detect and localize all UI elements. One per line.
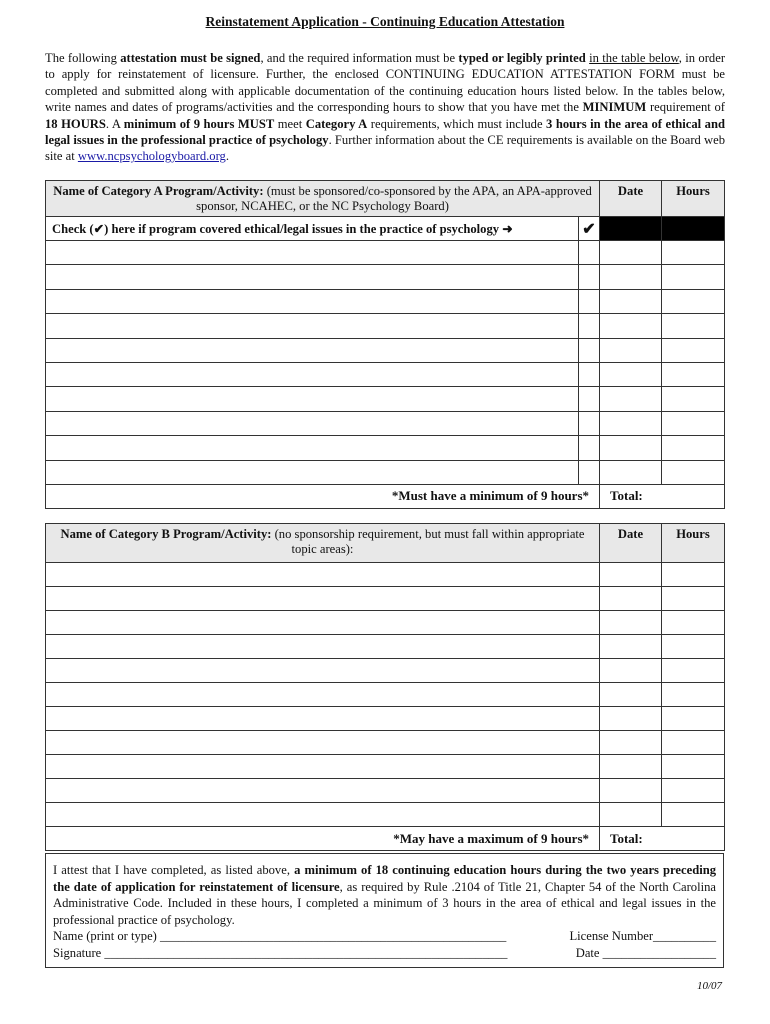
category-b-program-cell[interactable] <box>46 707 600 731</box>
intro-underline: in the table below <box>589 51 679 65</box>
category-a-hours-cell[interactable] <box>662 362 725 386</box>
category-a-row <box>46 289 725 313</box>
intro-bold: typed or legibly printed <box>458 51 586 65</box>
category-a-program-cell[interactable] <box>46 338 579 362</box>
category-b-row <box>46 587 725 611</box>
category-a-check-cell[interactable] <box>579 265 600 289</box>
intro-text: . Further information about the CE requirements is available on the Board web site at <box>45 133 725 164</box>
category-a-date-cell[interactable] <box>600 436 662 460</box>
category-b-program-cell[interactable] <box>46 803 600 827</box>
category-b-header-bold: Name of Category B Program/Activity: <box>60 527 272 541</box>
category-a-header-text: (must be sponsored/co-sponsored by the APA, an APA-approved sponsor, NCAHEC, or the NC Psychology Board) <box>196 184 592 213</box>
category-a-hours-cell[interactable] <box>662 314 725 338</box>
category-b-date-cell[interactable] <box>600 779 662 803</box>
category-b-row <box>46 803 725 827</box>
attestation-bold: a minimum of 18 continuing education hours during the two years preceding the date of application for reinstatement of licensure <box>53 863 716 894</box>
category-a-program-cell[interactable] <box>46 387 579 411</box>
category-a-header <box>46 181 600 217</box>
category-a-date-cell[interactable] <box>600 289 662 313</box>
category-b-row <box>46 659 725 683</box>
category-a-check-cell[interactable] <box>579 411 600 435</box>
category-a-program-cell[interactable] <box>46 362 579 386</box>
category-a-date-cell[interactable] <box>600 338 662 362</box>
category-b-row <box>46 635 725 659</box>
category-b-total-field[interactable]: Total: <box>600 827 725 851</box>
blacked-out-cell <box>662 217 725 241</box>
category-a-total-field[interactable]: Total: <box>600 484 725 508</box>
ethics-check-label: Check (✔) here if program covered ethical/legal issues in the practice of psychology ➜ <box>46 217 579 241</box>
attestation-statement <box>53 862 716 928</box>
category-b-program-cell[interactable] <box>46 635 600 659</box>
category-a-check-cell[interactable] <box>579 314 600 338</box>
category-b-date-cell[interactable] <box>600 683 662 707</box>
category-a-hours-cell[interactable] <box>662 460 725 484</box>
signature-field[interactable]: Signature ________________________________________________________________ <box>53 945 508 960</box>
category-b-hours-cell[interactable] <box>662 659 725 683</box>
name-field[interactable]: Name (print or type) _______________________________________________________ <box>53 929 507 944</box>
category-b-date-cell[interactable] <box>600 635 662 659</box>
category-b-date-cell[interactable] <box>600 611 662 635</box>
category-a-date-cell[interactable] <box>600 387 662 411</box>
attestation-text: I attest that I have completed, as listed above, <box>53 863 295 877</box>
category-a-hours-cell[interactable] <box>662 265 725 289</box>
category-a-hours-cell[interactable] <box>662 289 725 313</box>
category-a-row <box>46 241 725 265</box>
category-b-row <box>46 731 725 755</box>
intro-bold: minimum of 9 hours MUST <box>123 116 275 131</box>
intro-bold: 18 HOURS <box>45 116 106 131</box>
category-b-date-cell[interactable] <box>600 659 662 683</box>
category-a-row <box>46 436 725 460</box>
category-b-date-header: Date <box>600 524 662 563</box>
board-website-link[interactable]: www.ncpsychologyboard.org <box>77 149 226 164</box>
page-title: Reinstatement Application - Continuing Education Attestation <box>205 14 565 29</box>
category-b-program-cell[interactable] <box>46 731 600 755</box>
category-b-program-cell[interactable] <box>46 755 600 779</box>
intro-bold: Category A <box>305 116 368 131</box>
category-b-hours-cell[interactable] <box>662 755 725 779</box>
category-a-program-cell[interactable] <box>46 436 579 460</box>
category-a-program-cell[interactable] <box>46 265 579 289</box>
category-b-date-cell[interactable] <box>600 755 662 779</box>
category-a-row <box>46 338 725 362</box>
category-a-check-cell[interactable] <box>579 387 600 411</box>
category-b-hours-cell[interactable] <box>662 803 725 827</box>
category-a-date-cell[interactable] <box>600 362 662 386</box>
intro-bold: attestation must be signed <box>120 51 261 65</box>
category-a-check-cell[interactable] <box>579 460 600 484</box>
category-b-hours-cell[interactable] <box>662 587 725 611</box>
intro-text: The following <box>45 51 121 65</box>
category-b-hours-cell[interactable] <box>662 635 725 659</box>
category-a-check-cell[interactable] <box>579 436 600 460</box>
category-b-row <box>46 563 725 587</box>
category-a-hours-cell[interactable] <box>662 338 725 362</box>
category-b-date-cell[interactable] <box>600 563 662 587</box>
category-b-date-cell[interactable] <box>600 707 662 731</box>
category-a-program-cell[interactable] <box>46 460 579 484</box>
category-b-hours-cell[interactable] <box>662 683 725 707</box>
category-b-row <box>46 611 725 635</box>
category-a-row <box>46 411 725 435</box>
category-a-date-header: Date <box>600 181 662 217</box>
intro-paragraph <box>45 50 725 165</box>
category-a-row <box>46 362 725 386</box>
category-b-program-cell[interactable] <box>46 611 600 635</box>
category-a-date-cell[interactable] <box>600 411 662 435</box>
category-b-hours-cell[interactable] <box>662 731 725 755</box>
category-a-date-cell[interactable] <box>600 314 662 338</box>
category-b-row <box>46 779 725 803</box>
category-a-date-cell[interactable] <box>600 241 662 265</box>
category-b-row <box>46 707 725 731</box>
intro-bold: 3 hours in the area of ethical and legal issues in the professional practice of psychology <box>45 116 725 148</box>
category-b-program-cell[interactable] <box>46 659 600 683</box>
intro-text: meet <box>274 116 306 131</box>
category-b-hours-cell[interactable] <box>662 779 725 803</box>
category-a-row <box>46 265 725 289</box>
name-line <box>53 928 716 945</box>
category-b-hours-cell[interactable] <box>662 707 725 731</box>
attestation-box <box>45 853 724 968</box>
intro-text: requirements, which must include <box>367 116 547 131</box>
category-b-hours-cell[interactable] <box>662 611 725 635</box>
category-a-check-cell[interactable] <box>579 289 600 313</box>
category-a-row <box>46 460 725 484</box>
category-a-check-cell[interactable] <box>579 362 600 386</box>
category-a-hours-cell[interactable] <box>662 436 725 460</box>
category-a-hours-cell[interactable] <box>662 387 725 411</box>
form-revision-code: 10/07 <box>696 980 722 992</box>
category-a-table <box>45 180 725 509</box>
category-a-hours-header: Hours <box>662 181 725 217</box>
category-b-program-cell[interactable] <box>46 563 600 587</box>
category-b-program-cell[interactable] <box>46 587 600 611</box>
category-b-date-cell[interactable] <box>600 803 662 827</box>
category-a-program-cell[interactable] <box>46 314 579 338</box>
category-a-program-cell[interactable] <box>46 411 579 435</box>
intro-bold: MINIMUM <box>582 100 647 115</box>
category-b-row <box>46 755 725 779</box>
category-b-header <box>46 524 600 563</box>
license-number-field[interactable]: License Number__________ <box>569 929 716 944</box>
category-a-hours-cell[interactable] <box>662 411 725 435</box>
category-a-header-bold: Name of Category A Program/Activity: <box>53 184 264 198</box>
category-b-hours-cell[interactable] <box>662 563 725 587</box>
category-a-check-cell[interactable] <box>579 241 600 265</box>
category-b-date-cell[interactable] <box>600 587 662 611</box>
category-a-check-cell[interactable] <box>579 338 600 362</box>
category-b-program-cell[interactable] <box>46 779 600 803</box>
category-a-program-cell[interactable] <box>46 241 579 265</box>
category-a-rows <box>46 241 725 485</box>
category-a-row <box>46 387 725 411</box>
blacked-out-cell <box>600 217 662 241</box>
intro-text: , and the required information must be <box>260 51 459 65</box>
category-a-hours-cell[interactable] <box>662 241 725 265</box>
category-b-rows <box>46 563 725 827</box>
intro-text: . <box>225 149 229 164</box>
attestation-text: , as required by Rule .2104 of Title 21, Chapter 54 of the North Carolina Administrative Code. Included in these hours, I completed a minimum of 3 hours in the area of ethical and legal issues in the professional practice of psychology. <box>53 879 716 927</box>
category-a-minimum-note: *Must have a minimum of 9 hours* <box>46 484 600 508</box>
date-field[interactable]: Date __________________ <box>575 945 716 960</box>
category-b-program-cell[interactable] <box>46 683 600 707</box>
signature-line <box>53 945 716 962</box>
category-a-date-cell[interactable] <box>600 460 662 484</box>
intro-text: , in order to apply for reinstatement of licensure. Further, the enclosed CONTINUING EDUCATION ATTESTATION FORM must be completed and submitted along with applicable documentation of the continuing education hours listed below. In the tables below, write names and dates of programs/activities and the corresponding hours to show that you have met the <box>45 51 726 115</box>
category-b-date-cell[interactable] <box>600 731 662 755</box>
category-a-program-cell[interactable] <box>46 289 579 313</box>
category-b-row <box>46 683 725 707</box>
category-a-row <box>46 314 725 338</box>
intro-text: . A <box>105 116 124 131</box>
category-b-header-text: (no sponsorship requirement, but must fall within appropriate topic areas): <box>271 527 585 556</box>
category-b-maximum-note: *May have a maximum of 9 hours* <box>46 827 600 851</box>
category-a-date-cell[interactable] <box>600 265 662 289</box>
ethics-check-mark: ✔ <box>579 217 600 241</box>
intro-text: requirement of <box>646 100 725 115</box>
category-b-hours-header: Hours <box>662 524 725 563</box>
category-b-table <box>45 523 725 851</box>
